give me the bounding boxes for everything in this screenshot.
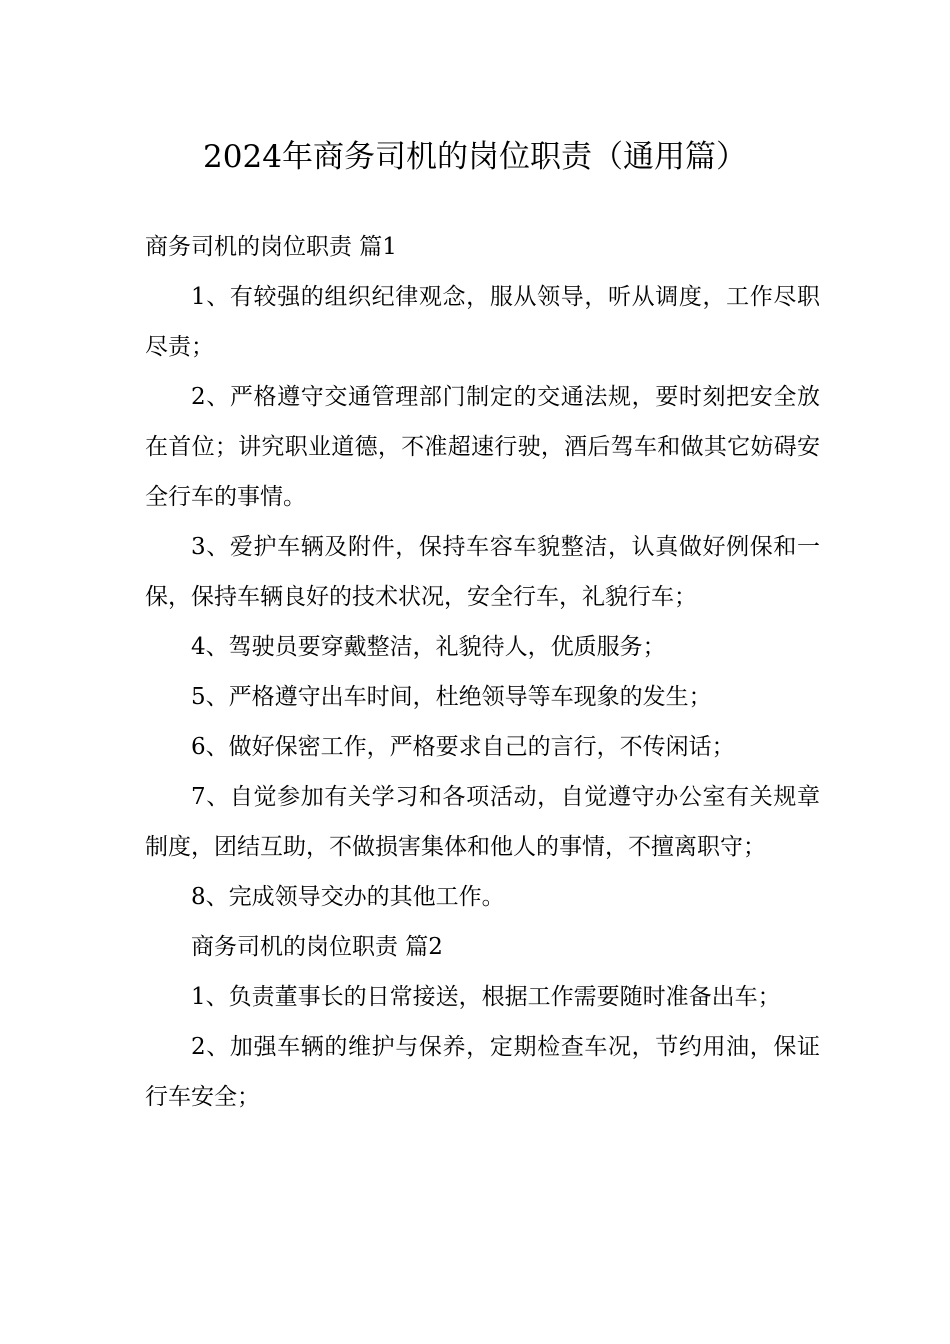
document-title: 2024年商务司机的岗位职责（通用篇） bbox=[203, 139, 747, 175]
paragraph: 3、爱护车辆及附件，保持车容车貌整洁，认真做好例保和一保，保持车辆良好的技术状况，安全行车，礼貌行车； bbox=[145, 534, 820, 610]
paragraph: 6、做好保密工作，严格要求自己的言行，不传闲话； bbox=[191, 734, 735, 760]
document-body bbox=[145, 222, 820, 1122]
paragraph: 2、严格遵守交通管理部门制定的交通法规，要时刻把安全放在首位；讲究职业道德，不准超速行驶，酒后驾车和做其它妨碍安全行车的事情。 bbox=[145, 384, 820, 510]
paragraph: 1、有较强的组织纪律观念，服从领导，听从调度，工作尽职尽责； bbox=[145, 284, 820, 360]
paragraph: 2、加强车辆的维护与保养，定期检查车况，节约用油，保证行车安全； bbox=[145, 1034, 820, 1110]
section-heading-2: 商务司机的岗位职责 篇2 bbox=[191, 934, 443, 960]
paragraph: 8、完成领导交办的其他工作。 bbox=[191, 884, 505, 910]
section-heading-1: 商务司机的岗位职责 篇1 bbox=[145, 234, 397, 260]
paragraph: 1、负责董事长的日常接送，根据工作需要随时准备出车； bbox=[191, 984, 781, 1010]
paragraph: 7、自觉参加有关学习和各项活动，自觉遵守办公室有关规章制度，团结互助，不做损害集体和他人的事情，不擅离职守； bbox=[145, 784, 820, 860]
paragraph: 5、严格遵守出车时间，杜绝领导等车现象的发生； bbox=[191, 684, 712, 710]
paragraph: 4、驾驶员要穿戴整洁，礼貌待人，优质服务； bbox=[191, 634, 666, 660]
